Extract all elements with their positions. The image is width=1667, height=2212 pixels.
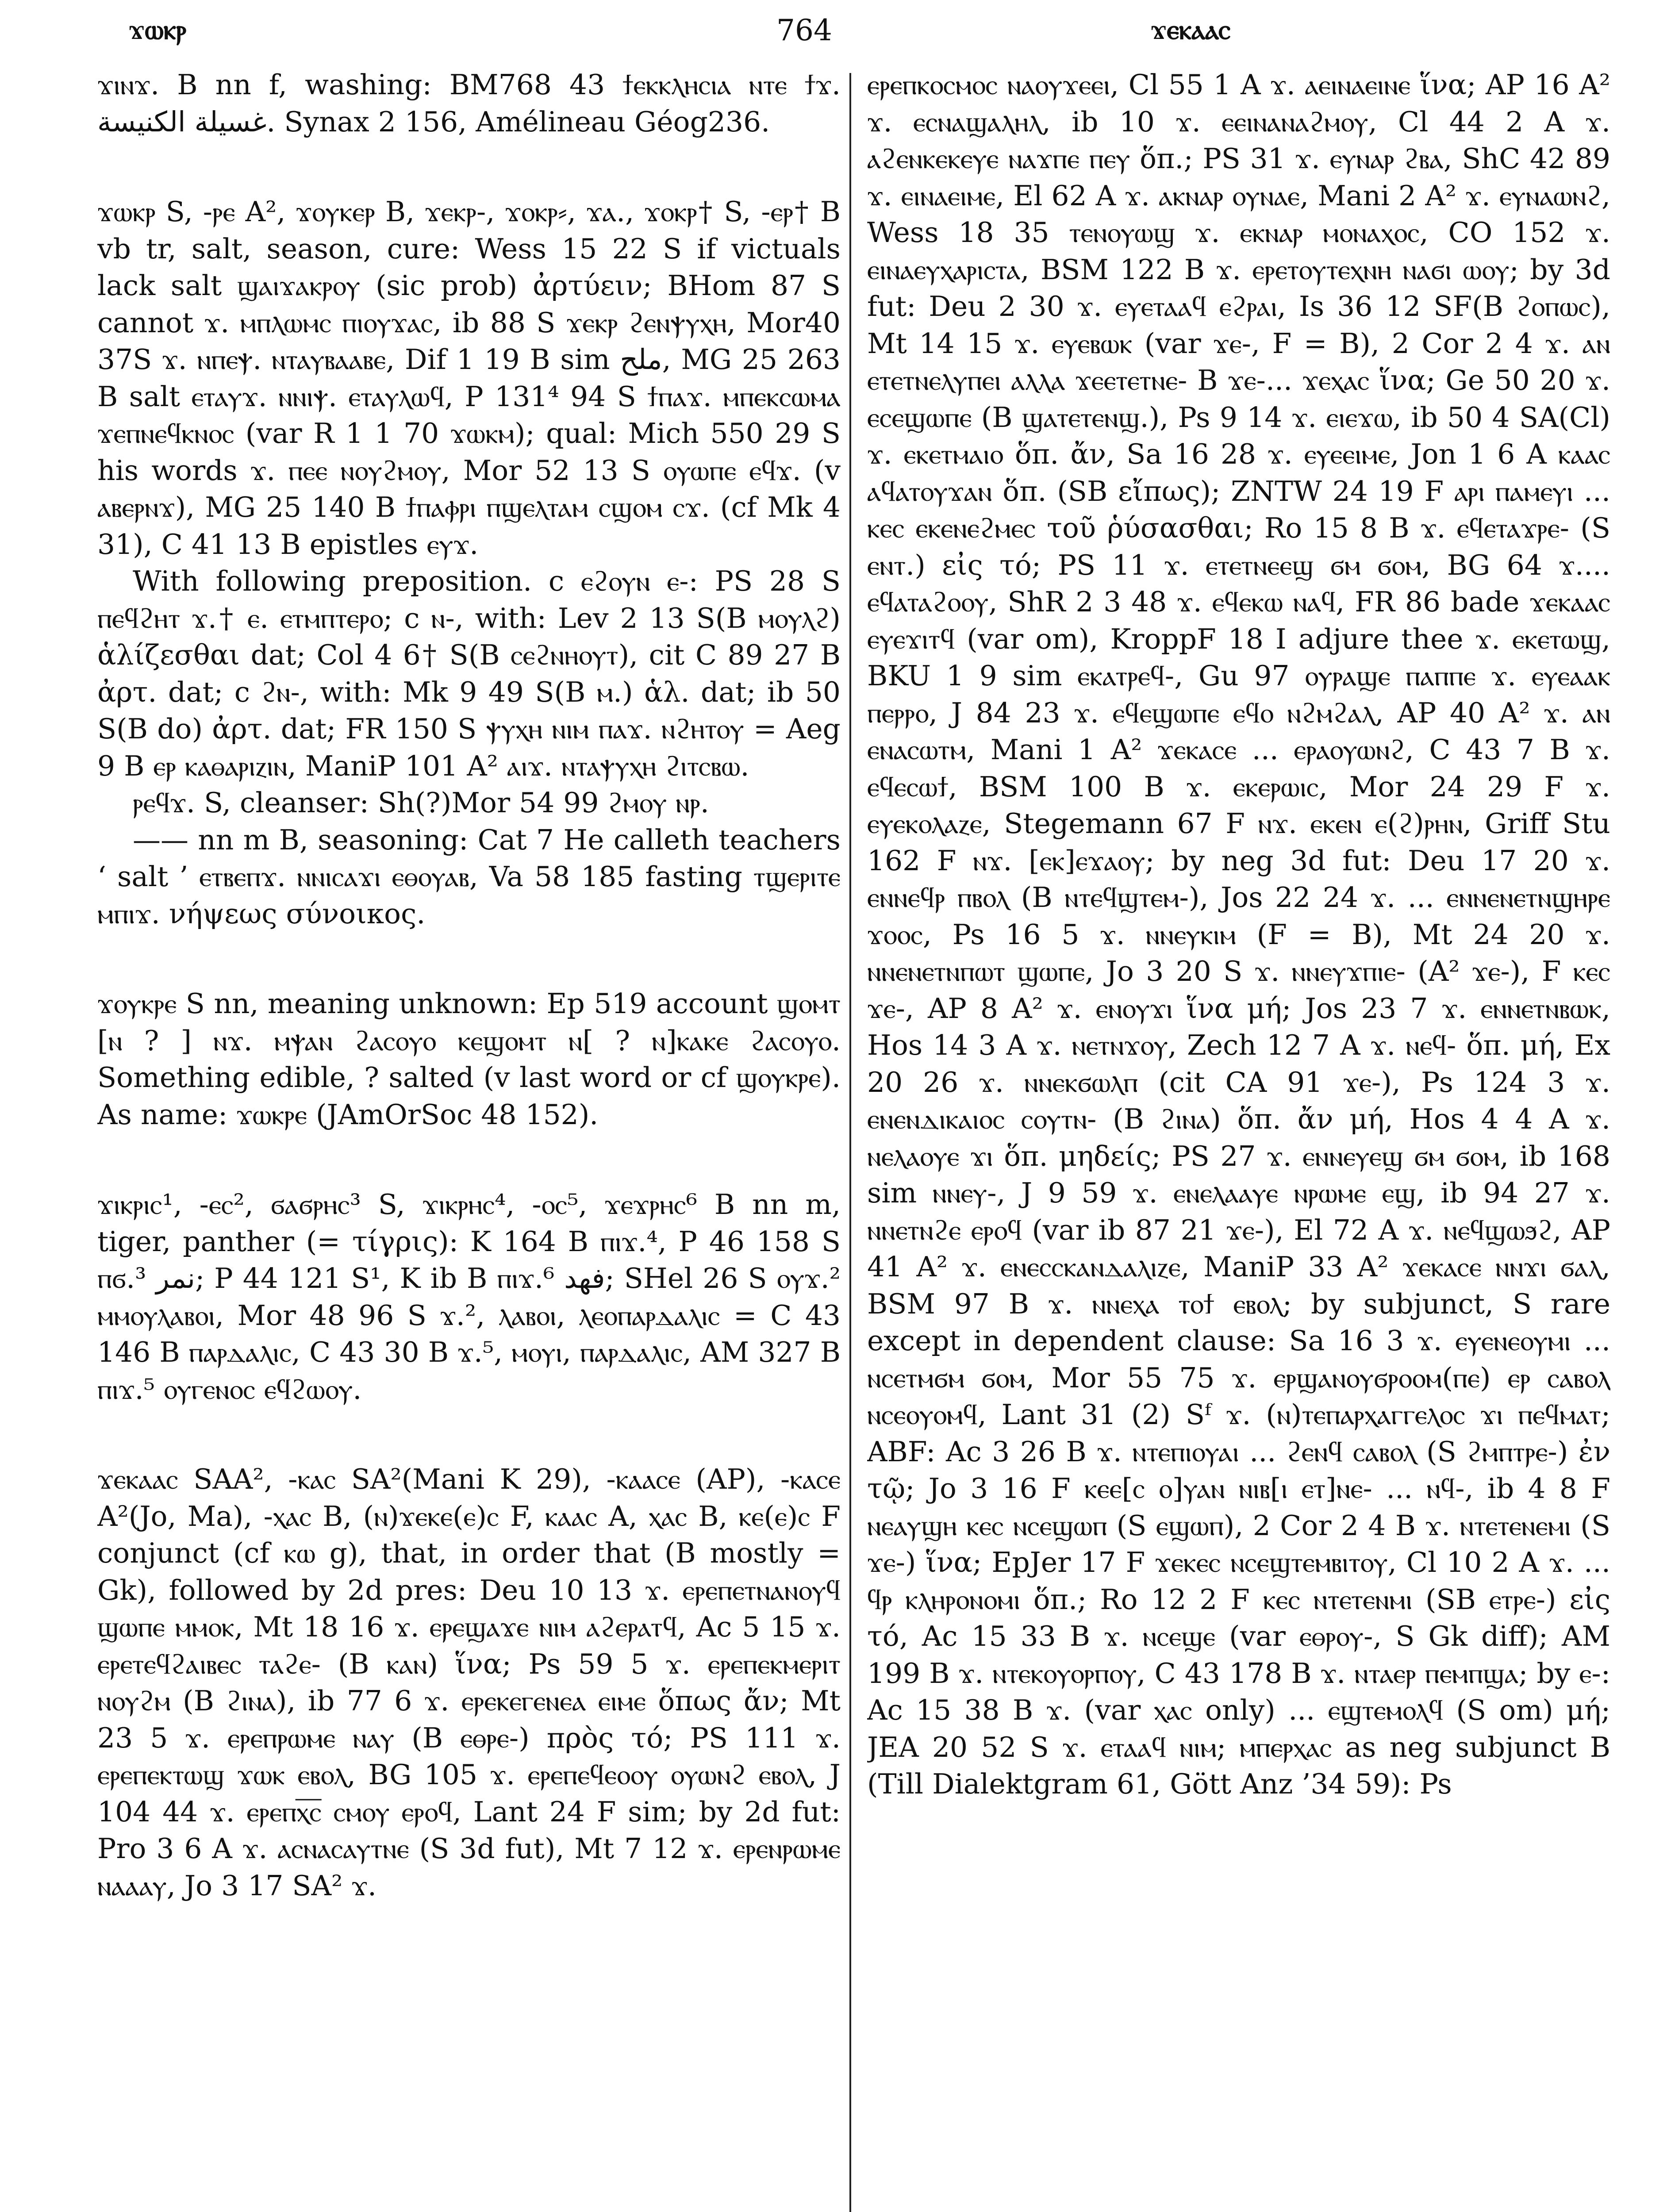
dictionary-paragraph: ϫⲉⲕⲁⲁⲥ SAA², -ⲕⲁⲥ SA²(Mani K 29), -ⲕⲁⲁⲥⲉ (AP), -ⲕⲁⲥⲉ A²(Jo, Ma), -ⲭⲁⲥ B, (ⲛ)ϫⲉⲕⲉ(ⲉ)ⲥ F, ⲕⲁⲁⲥ A, ⲭⲁⲥ B, ⲕⲉ(ⲉ)ⲥ F conjunct (cf ⲕⲱ g), that, in order that (B mostly = Gk), followed by 2d pres: Deu 10 13 ϫ. ⲉⲣⲉⲡⲉⲧⲛⲁⲛⲟⲩϥ ϣⲱⲡⲉ ⲙⲙⲟⲕ, Mt 18 16 ϫ. ⲉⲣⲉϣⲁϫⲉ ⲛⲓⲙ ⲁϩⲉⲣⲁⲧϥ, Ac 5 15 ϫ. ⲉⲣⲉⲧⲉϥϩⲁⲓⲃⲉⲥ ⲧⲁϩⲉ- (B ⲕⲁⲛ) ἵνα; Ps 59 5 ϫ. ⲉⲣⲉⲡⲉⲕⲙⲉⲣⲓⲧ ⲛⲟⲩϩⲙ (B ϩⲓⲛⲁ), ib 77 6 ϫ. ⲉⲣⲉⲕⲉⲅⲉⲛⲉⲁ ⲉⲓⲙⲉ ὅπως ἄν; Mt 23 5 ϫ. ⲉⲣⲉⲡⲣⲱⲙⲉ ⲛⲁⲩ (B ⲉⲑⲣⲉ-) πρὸς τό; PS 111 ϫ. ⲉⲣⲉⲡⲉⲕⲧⲱϣ ϫⲱⲕ ⲉⲃⲟⲗ, BG 105 ϫ. ⲉⲣⲉⲡⲉϥⲉⲟⲟⲩ ⲟⲩⲱⲛϩ ⲉⲃⲟⲗ, J 104 44 ϫ. ⲉⲣⲉⲡⲭ̅ⲥ̅ ⲥⲙⲟⲩ ⲉⲣⲟϥ, Lant 24 F sim; by 2d fut: Pro 3 6 A ϫ. ⲁⲥⲛⲁⲥⲁⲩⲧⲛⲉ (S 3d fut), Mt 7 12 ϫ. ⲉⲣⲉⲛⲣⲱⲙⲉ ⲛⲁⲁⲁⲩ, Jo 3 17 SA² ϫ. [97, 1463, 841, 1902]
entry-gap [97, 140, 841, 193]
dictionary-paragraph: ⲉⲣⲉⲡⲕⲟⲥⲙⲟⲥ ⲛⲁⲟⲩϫⲉⲉⲓ, Cl 55 1 A ϫ. ⲁⲉⲓⲛⲁⲉⲓⲛⲉ ἵνα; AP 16 A² ϫ. ⲉⲥⲛⲁϣⲁⲗⲏⲗ, ib 10 ϫ. ⲉⲉⲓⲛⲁⲛⲁϩⲙⲟⲩ, Cl 44 2 A ϫ. ⲁϩⲉⲛⲕⲉⲕⲉⲩⲉ ⲛⲁϫⲡⲉ ⲡⲉⲩ ὅπ.; PS 31 ϫ. ⲉⲩⲛⲁⲣ ϩⲃⲁ, ShC 42 89 ϫ. ⲉⲓⲛⲁⲉⲓⲙⲉ, El 62 A ϫ. ⲁⲕⲛⲁⲣ ⲟⲩⲛⲁⲉ, Mani 2 A² ϫ. ⲉⲩⲛⲁⲱⲛϩ, Wess 18 35 ⲧⲉⲛⲟⲩⲱϣ ϫ. ⲉⲕⲛⲁⲣ ⲙⲟⲛⲁⲭⲟⲥ, CO 152 ϫ. ⲉⲓⲛⲁⲉⲩⲭⲁⲣⲓⲥⲧⲁ, BSM 122 B ϫ. ⲉⲣⲉⲧⲟⲩⲧⲉⲭⲛⲏ ⲛⲁϭⲓ ⲱⲟⲩ; by 3d fut: Deu 2 30 ϫ. ⲉⲩⲉⲧⲁⲁϥ ⲉϩⲣⲁⲓ, Is 36 12 SF(B ϩⲟⲡⲱⲥ), Mt 14 15 ϫ. ⲉⲩⲉⲃⲱⲕ (var ϫⲉ-, F = B), 2 Cor 2 4 ϫ. ⲁⲛ ⲉⲧⲉⲧⲛⲉⲗⲩⲡⲉⲓ ⲁⲗⲗⲁ ϫⲉⲉⲧⲉⲧⲛⲉ- B ϫⲉ-... ϫⲉⲭⲁⲥ ἵνα; Ge 50 20 ϫ. ⲉⲥⲉϣⲱⲡⲉ (B ϣⲁⲧⲉⲧⲉⲛϣ.), Ps 9 14 ϫ. ⲉⲓⲉϫⲱ, ib 50 4 SA(Cl) ϫ. ⲉⲕⲉⲧⲙⲁⲓⲟ ὅπ. ἄν, Sa 16 28 ϫ. ⲉⲩⲉⲉⲓⲙⲉ, Jon 1 6 A ⲕⲁⲁⲥ ⲁϥⲁⲧⲟⲩϫⲁⲛ ὅπ. (SB εἴπως); ZNTW 24 19 F ⲁⲣⲓ ⲡⲁⲙⲉⲩⲓ ... ⲕⲉⲥ ⲉⲕⲉⲛⲉϩⲙⲉⲥ τοῦ ῥύσασθαι; Ro 15 8 B ϫ. ⲉϥⲉⲧⲁϫⲣⲉ- (S ⲉⲛⲧ.) εἰς τό; PS 11 ϫ. ⲉⲧⲉⲧⲛⲉⲉϣ ϭⲙ ϭⲟⲙ, BG 64 ϫ.... ⲉϥⲁⲧⲁϩⲟⲟⲩ, ShR 2 3 48 ϫ. ⲉϥⲉⲕⲱ ⲛⲁϥ, FR 86 bade ϫⲉⲕⲁⲁⲥ ⲉⲩⲉϫⲓⲧϥ (var om), KroppF 18 I adjure thee ϫ. ⲉⲕⲉⲧⲱϣ, BKU 1 9 sim ⲉⲕⲁⲧⲣⲉϥ-, Gu 97 ⲟⲩⲣⲁϣⲉ ⲡⲁⲡⲡⲉ ϫ. ⲉⲩⲉⲁⲁⲕ ⲡⲉⲣⲣⲟ, J 84 23 ϫ. ⲉϥⲉϣⲱⲡⲉ ⲉϥⲟ ⲛϩⲙϩⲁⲗ, AP 40 A² ϫ. ⲁⲛ ⲉⲛⲁⲥⲱⲧⲙ, Mani 1 A² ϫⲉⲕⲁⲥⲉ ... ⲉⲣⲁⲟⲩⲱⲛϩ, C 43 7 B ϫ. ⲉϥⲉⲥⲱϯ, BSM 100 B ϫ. ⲉⲕⲉⲣⲱⲓⲥ, Mor 24 29 F ϫ. ⲉⲩⲉⲕⲟⲗⲁⲍⲉ, Stegemann 67 F ⲛϫ. ⲉⲕⲉⲛ ⲉ(ϩ)ⲣⲏⲛ, Griff Stu 162 F ⲛϫ. [ⲉⲕ]ⲉϫⲁⲟⲩ; by neg 3d fut: Deu 17 20 ϫ. ⲉⲛⲛⲉϥⲣ ⲡⲃⲟⲗ (B ⲛⲧⲉϥϣⲧⲉⲙ-), Jos 22 24 ϫ. ... ⲉⲛⲛⲉⲛⲉⲧⲛϣⲏⲣⲉ ϫⲟⲟⲥ, Ps 16 5 ϫ. ⲛⲛⲉⲩⲕⲓⲙ (F = B), Mt 24 20 ϫ. ⲛⲛⲉⲛⲉⲧⲛⲡⲱⲧ ϣⲱⲡⲉ, Jo 3 20 S ϫ. ⲛⲛⲉⲩϫⲡⲓⲉ- (A² ϫⲉ-), F ⲕⲉⲥ ϫⲉ-, AP 8 A² ϫ. ⲉⲛⲟⲩϫⲓ ἵνα μή; Jos 23 7 ϫ. ⲉⲛⲛⲉⲧⲛⲃⲱⲕ, Hos 14 3 A ϫ. ⲛⲉⲧⲛϫⲟⲩ, Zech 12 7 A ϫ. ⲛⲉϥ- ὅπ. μή, Ex 20 26 ϫ. ⲛⲛⲉⲕϭⲱⲗⲡ (cit CA 91 ϫⲉ-), Ps 124 3 ϫ. ⲉⲛⲉⲛⲇⲓⲕⲁⲓⲟⲥ ⲥⲟⲩⲧⲛ- (B ϩⲓⲛⲁ) ὅπ. ἄν μή, Hos 4 4 A ϫ. ⲛⲉⲗⲁⲟⲩⲉ ϫⲓ ὅπ. μηδείς; PS 27 ϫ. ⲉⲛⲛⲉⲩⲉϣ ϭⲙ ϭⲟⲙ, ib 168 sim ⲛⲛⲉⲩ-, J 9 59 ϫ. ⲉⲛⲉⲗⲁⲁⲩⲉ ⲛⲣⲱⲙⲉ ⲉϣ, ib 94 27 ϫ. ⲛⲛⲉⲧⲛϩⲉ ⲉⲣⲟϥ (var ib 87 21 ϫⲉ-), El 72 A ϫ. ⲛⲉϥϣⲱϧϩ, AP 41 A² ϫ. ⲉⲛⲉⲥⲥⲕⲁⲛⲇⲁⲗⲓⲍⲉ, ManiP 33 A² ϫⲉⲕⲁⲥⲉ ⲛⲛϫⲓ ϭⲁⲗ, BSM 97 B ϫ. ⲛⲛⲉⲭⲁ ⲧⲟϯ ⲉⲃⲟⲗ; by subjunct, S rare except in dependent clause: Sa 16 3 ϫ. ⲉⲩⲉⲛⲉⲟⲩⲙⲓ ... ⲛⲥⲉⲧⲙϭⲙ ϭⲟⲙ, Mor 55 75 ϫ. ⲉⲣϣⲁⲛⲟⲩϭⲣⲟⲟⲙ(ⲡⲉ) ⲉⲣ ⲥⲁⲃⲟⲗ ⲛⲥⲉⲟⲩⲟⲙϥ, Lant 31 (2) Sᶠ ϫ. (ⲛ)ⲧⲉⲡⲁⲣⲭⲁⲅⲅⲉⲗⲟⲥ ϫⲓ ⲡⲉϥⲙⲁⲧ; ABF: Ac 3 26 B ϫ. ⲛⲧⲉⲡⲓⲟⲩⲁⲓ ... ϩⲉⲛϥ ⲥⲁⲃⲟⲗ (S ϩⲙⲡⲧⲣⲉ-) ἐν τῷ; Jo 3 16 F ⲕⲉⲉ[ⲥ ⲟ]ⲩⲁⲛ ⲛⲓⲃ[ⲓ ⲉⲧ]ⲛⲉ- ... ⲛϥ-, ib 4 8 F ⲛⲉⲁⲩϣⲏ ⲕⲉⲥ ⲛⲥⲉϣⲱⲡ (S ⲉϣⲱⲡ), 2 Cor 2 4 B ϫ. ⲛⲧⲉⲧⲉⲛⲉⲙⲓ (S ϫⲉ-) ἵνα; EpJer 17 F ϫⲉⲕⲉⲥ ⲛⲥⲉϣⲧⲉⲙⲃⲓⲧⲟⲩ, Cl 10 2 A ϫ. ... ϥⲣ ⲕⲗⲏⲣⲟⲛⲟⲙⲓ ὅπ.; Ro 12 2 F ⲕⲉⲥ ⲛⲧⲉⲧⲉⲛⲙⲓ (SB ⲉⲧⲣⲉ-) εἰς τό, Ac 15 33 B ϫ. ⲛⲥⲉϣⲉ (var ⲉⲑⲣⲟⲩ-, S Gk diff); AM 199 B ϫ. ⲛⲧⲉⲕⲟⲩⲟⲣⲡⲟⲩ, C 43 178 B ϫ. ⲛⲧⲁⲉⲣ ⲡⲉⲙⲡϣⲁ; by ⲉ-: Ac 15 38 B ϫ. (var ⲭⲁⲥ only) ... ⲉϣⲧⲉⲙⲟⲗϥ (S om) μή; JEA 20 52 S ϫ. ⲉⲧⲁⲁϥ ⲛⲓⲙ; ⲙⲡⲉⲣⲭⲁⲥ as neg subjunct B (Till Dialektgram 61, Gött Anz ’34 59): Ps [867, 69, 1610, 1800]
dictionary-paragraph: ϫⲓⲛϫ. B nn f, washing: BM768 43 ϯⲉⲕⲕⲗⲏⲥⲓⲁ ⲛⲧⲉ ϯϫ. غسيلة الكنيسة. Synax 2 156, Amélineau Géog236. [97, 69, 841, 138]
dictionary-paragraph: With following preposition. c ⲉϩⲟⲩⲛ ⲉ-: PS 28 S ⲡⲉϥϩⲏⲧ ϫ.† ⲉ. ⲉⲧⲙⲡⲧⲉⲣⲟ; c ⲛ-, with: Lev 2 13 S(B ⲙⲟⲩⲗϩ) ἁλίζεσθαι dat; Col 4 6† S(B ⲥⲉϩⲛⲏⲟⲩⲧ), cit C 89 27 B ἀρτ. dat; c ϩⲛ-, with: Mk 9 49 S(B ⲙ.) ἁλ. dat; ib 50 S(B do) ἀρτ. dat; FR 150 S ⲯⲩⲭⲏ ⲛⲓⲙ ⲡⲁϫ. ⲛϩⲏⲧⲟⲩ = Aeg 9 B ⲉⲣ ⲕⲁⲑⲁⲣⲓⲍⲓⲛ, ManiP 101 A² ⲁⲓϫ. ⲛⲧⲁⲯⲩⲭⲏ ϩⲓⲧⲥⲃⲱ. [97, 565, 841, 782]
column-divider [849, 73, 851, 2212]
dictionary-paragraph: ϫⲓⲕⲣⲓⲥ¹, -ⲉⲥ², ϭⲁϭⲣⲏⲥ³ S, ϫⲓⲕⲣⲏⲥ⁴, -ⲟⲥ⁵, ϫⲉϫⲣⲏⲥ⁶ B nn m, tiger, panther (= τίγρις): K 164 B ⲡⲓϫ.⁴, P 46 158 S ⲡϭ.³ نمر; P 44 121 S¹, K ib B ⲡⲓϫ.⁶ فهد; SHel 26 S ⲟⲩϫ.² ⲙⲙⲟⲩⲗⲁⲃⲟⲓ, Mor 48 96 S ϫ.², ⲗⲁⲃⲟⲓ, ⲗⲉⲟⲡⲁⲣⲇⲁⲗⲓⲥ = C 43 146 B ⲡⲁⲣⲇⲁⲗⲓⲥ, C 43 30 B ϫ.⁵, ⲙⲟⲩⲓ, ⲡⲁⲣⲇⲁⲗⲓⲥ, AM 327 B ⲡⲓϫ.⁵ ⲟⲩⲅⲉⲛⲟⲥ ⲉϥϩⲱⲟⲩ. [97, 1188, 841, 1406]
running-head-left: ϫⲱⲕⲣ [128, 13, 187, 46]
right-column [867, 66, 1610, 2212]
entry-gap [97, 1133, 841, 1186]
dictionary-paragraph: ϫⲟⲩⲕⲣⲉ S nn, meaning unknown: Ep 519 account ϣⲟⲙⲧ [ⲛ ? ] ⲛϫ. ⲙⲯⲁⲛ ϩⲁⲥⲟⲩⲟ ⲕⲉϣⲟⲙⲧ ⲛ[ ? ⲛ]ⲕⲁⲕⲉ ϩⲁⲥⲟⲩⲟ. Something edible, ? salted (v last word or cf ϣⲟⲩⲕⲣⲉ). As name: ϫⲱⲕⲣⲉ (JAmOrSoc 48 152). [97, 987, 841, 1131]
dictionary-paragraph: ⲣⲉϥϫ. S, cleanser: Sh(?)Mor 54 99 ϩⲙⲟⲩ ⲛⲣ. [133, 787, 709, 819]
dictionary-paragraph: ϫⲱⲕⲣ S, -ⲣⲉ A², ϫⲟⲩⲕⲉⲣ B, ϫⲉⲕⲣ-, ϫⲟⲕⲣ⸗, ϫⲁ., ϫⲟⲕⲣ† S, -ⲉⲣ† B vb tr, salt, season, cure: Wess 15 22 S if victuals lack salt ϣⲁⲓϫⲁⲕⲣⲟⲩ (sic prob) ἀρτύειν; BHom 87 S cannot ϫ. ⲙⲡⲗⲱⲙⲥ ⲡⲓⲟⲩϫⲁⲥ, ib 88 S ϫⲉⲕⲣ ϩⲉⲛⲯⲩⲭⲏ, Mor40 37S ϫ. ⲛⲡⲉⲯ. ⲛⲧⲁⲩⲃⲁⲁⲃⲉ, Dif 1 19 B sim ملح, MG 25 263 B salt ⲉⲧⲁⲩϫ. ⲛⲛⲓⲯ. ⲉⲧⲁⲩⲗⲱϥ, P 131⁴ 94 S ϯⲡⲁϫ. ⲙⲡⲉⲕⲥⲱⲙⲁ ϫⲉⲡⲛⲉϥⲕⲛⲟⲥ (var R 1 1 70 ϫⲱⲕⲙ); qual: Mich 550 29 S his words ϫ. ⲡⲉⲉ ⲛⲟⲩϩⲙⲟⲩ, Mor 52 13 S ⲟⲩⲱⲡⲉ ⲉϥϫ. (v ⲁⲃⲉⲣⲛϫ), MG 25 140 B ϯⲡⲁⲫⲣⲓ ⲡϣⲉⲗⲧⲁⲙ ⲥϣⲟⲙ ⲥϫ. (cf Mk 4 31), C 41 13 B epistles ⲉⲩϫ. [97, 196, 841, 561]
left-column [97, 66, 841, 2212]
page-header [0, 13, 1667, 58]
dictionary-paragraph: —— nn m B, seasoning: Cat 7 He calleth teachers ‘ salt ’ ⲉⲧⲃⲉⲡϫ. ⲛⲛⲓⲥⲁϫⲓ ⲉⲑⲟⲩⲁⲃ, Va 58 185 fasting ⲧϣⲉⲣⲓⲧⲉ ⲙⲡⲓϫ. νήψεως σύνοικος. [97, 823, 841, 930]
entry-gap [97, 1408, 841, 1461]
running-head-right: ϫⲉⲕⲁⲁⲥ [1150, 13, 1231, 46]
entry-gap [97, 932, 841, 985]
page-number: 764 [776, 13, 832, 47]
